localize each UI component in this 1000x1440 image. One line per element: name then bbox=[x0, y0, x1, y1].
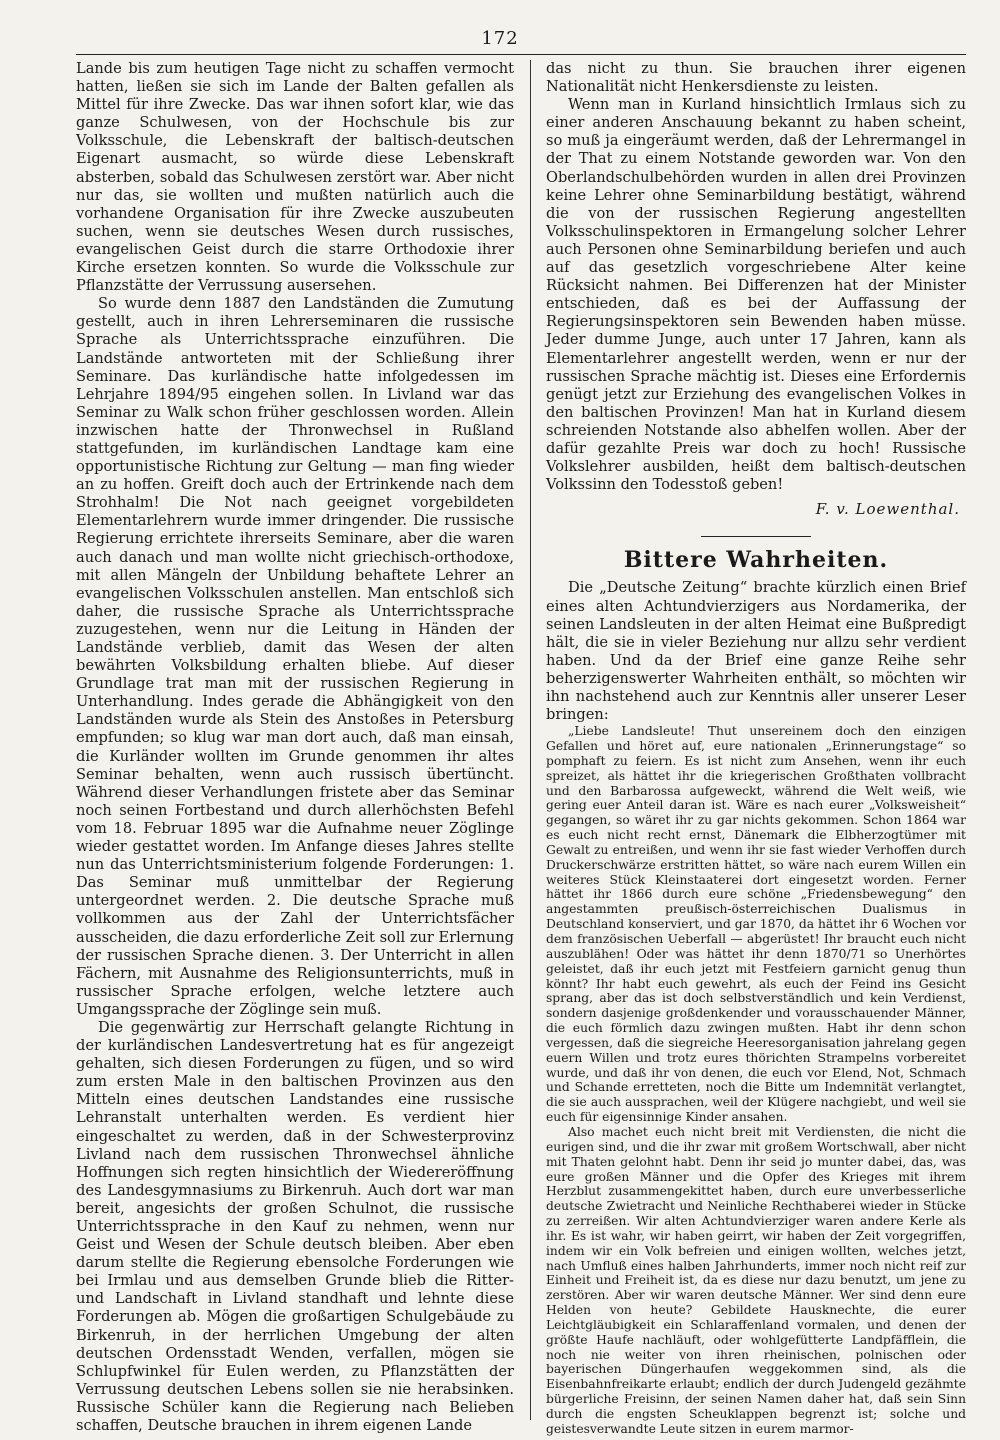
letter-quote bbox=[546, 724, 966, 1437]
paragraph: das nicht zu thun. Sie brauchen ihrer eigenen Nationalität nicht Henkersdienste zu leisten. bbox=[546, 60, 966, 96]
right-column bbox=[546, 60, 966, 1436]
paragraph: Wenn man in Kurland hinsichtlich Irmlaus sich zu einer anderen Anschauung bekannt zu haben scheint, so muß ja eingeräumt werden, daß der Lehrermangel in der That zu einem Notstande geworden war. Von den Oberlandschulbehörden wurden in allen drei Provinzen keine Lehrer ohne Seminarbildung bestätigt, während die von der russischen Regierung angestellten Volksschulinspektoren in Ermangelung solcher Lehrer auch Personen ohne Seminarbildung beriefen und auch auf das gesetzlich vorgeschriebene Alter keine Rücksicht nahmen. Bei Differenzen hat der Minister entschieden, daß es bei der Auffassung der Regierungsinspektoren sein Bewenden haben müsse. Jeder dumme Junge, auch unter 17 Jahren, kann als Elementarlehrer angestellt werden, wenn er nur der russischen Sprache mächtig ist. Dieses eine Erfordernis genügt jetzt zur Erziehung des evangelischen Volkes in den baltischen Provinzen! Man hat in Kurland diesem schreienden Notstande also abhelfen wollen. Aber der dafür gezahlte Preis war doch zu hoch! Russische Volkslehrer ausbilden, heißt dem baltisch-deutschen Volkssinn den Todesstoß geben! bbox=[546, 96, 966, 494]
article-intro: Die „Deutsche Zeitung“ brachte kürzlich einen Brief eines alten Achtundvierzigers aus Nordamerika, der seinen Landsleuten in der alten Heimat eine Bußpredigt hält, die sie in vieler Beziehung nur allzu sehr verdient haben. Und da der Brief eine ganze Reihe sehr beherzigenswerter Wahrheiten enthält, so möchten wir ihn nachstehend auch zur Kenntnis aller unserer Leser bringen: bbox=[546, 579, 966, 724]
paragraph: Lande bis zum heutigen Tage nicht zu schaffen vermocht hatten, ließen sie sich im Lande der Balten gefallen als Mittel für ihre Zwecke. Das war ihnen sofort klar, wie das ganze Schulwesen, von der Hochschule bis zur Volksschule, die Lebenskraft der baltisch-deutschen Eigenart ausmacht, so würde diese Lebenskraft absterben, sobald das Schulwesen zerstört war. Aber nicht nur das, sie wollten und mußten natürlich auch die vorhandene Organisation für ihre Zwecke auszubeuten suchen, wenn sie deutsches Wesen durch russisches, evangelischen Geist durch die starre Orthodoxie ihrer Kirche ersetzen konnten. So wurde die Volksschule zur Pflanzstätte der Verrussung ausersehen. bbox=[76, 60, 514, 295]
letter-paragraph: Also machet euch nicht breit mit Verdiensten, die nicht die eurigen sind, und die ihr zwar mit großem Wortschwall, aber nicht mit Thaten gelohnt habt. Denn ihr seid jo munter dabei, das, was eure großen Männer und die Opfer des Krieges mit ihrem Herzblut zusammengekittet haben, durch eure unverbesserliche deutsche Zwietracht und Neinliche Rechthaberei wieder in Stücke zu zerreißen. Wir alten Achtundvierziger waren andere Kerle als ihr. Es ist wahr, wir haben geirrt, wir haben der Zeit vorgegriffen, indem wir ein Volk befreien und einigen wollten, welches jetzt, nach Umfluß eines halben Jahrhunderts, immer noch nicht reif zur Einheit und Freiheit ist, da es diese nur dazu benutzt, um jene zu zerstören. Aber wir waren deutsche Männer. Wer sind denn eure Helden von heute? Gebildete Hausknechte, die eurer Leichtgläubigkeit ein Schlaraffenland vormalen, und denen der größte Haufe nachläuft, oder wohlgefütterte Landpfäfflein, die noch nie weiter von ihren rheinischen, polnischen oder bayerischen Düngerhaufen weggekommen sind, als die Eisenbahnfreikarte erlaubt; endlich der durch Judengeld gezähmte bürgerliche Freisinn, der seinen Namen daher hat, daß sein Sinn durch die engsten Scheuklappen begrenzt ist; solche und geistesverwandte Leute sitzen in eurem marmor- bbox=[546, 1124, 966, 1436]
article-title: Bittere Wahrheiten. bbox=[623, 547, 889, 574]
paragraph: Die gegenwärtig zur Herrschaft gelangte Richtung in der kurländischen Landesvertretung hat es für angezeigt gehalten, sich diesen Forderungen zu fügen, und so wird zum ersten Male in den baltischen Provinzen aus den Mitteln eines deutschen Landstandes eine russische Lehranstalt unterhalten werden. Es verdient hier eingeschaltet zu werden, daß in der Schwesterprovinz Livland nach dem russischen Thronwechsel ähnliche Hoffnungen sich regten hinsichtlich der Wiedereröffnung des Landesgymnasiums zu Birkenruh. Auch dort war man bereit, angesichts der großen Schulnot, die russische Unterrichtssprache in den Kauf zu nehmen, wenn nur Geist und Wesen der Schule deutsch bleiben. Aber eben darum stellte die Regierung ebensolche Forderungen wie bei Irmlau und aus demselben Grunde blieb die Ritter- und Landschaft in Livland standhaft und lehnte diese Forderungen ab. Mögen die großartigen Schulgebäude zu Birkenruh, in der herrlichen Umgebung der alten deutschen Ordensstadt Wenden, verfallen, mögen sie Schlupfwinkel für Eulen werden, zu Pflanzstätten der Verrussung deutschen Lebens sollen sie nie herabsinken. Russische Schüler kann die Regierung nach Belieben schaffen, Deutsche brauchen in ihrem eigenen Lande bbox=[76, 1018, 514, 1435]
paragraph: So wurde denn 1887 den Landständen die Zumutung gestellt, auch in ihren Lehrerseminaren die russische Sprache als Unterrichtssprache einzuführen. Die Landstände antworteten mit der Schließung ihrer Seminare. Das kurländische hatte infolgedessen im Lehrjahre 1894/95 eingehen sollen. In Livland war das Seminar zu Walk schon früher geschlossen worden. Allein inzwischen hatte der Thronwechsel in Rußland stattgefunden, im kurländischen Landtage kam eine opportunistische Richtung zur Geltung — man fing wieder an zu hoffen. Greift doch auch der Ertrinkende nach dem Strohhalm! Die Not nach geeignet vorgebildeten Elementarlehrern wurde immer dringender. Die russische Regierung errichtete ihrerseits Seminare, aber die waren auch danach und man wollte nicht griechisch-orthodoxe, mit allen Mängeln der Unbildung behaftete Lehrer an evangelischen Volksschulen anstellen. Man entschloß sich daher, die russische Sprache als Unterrichtssprache zuzugestehen, wenn nur die Leitung in Händen der Landstände verblieb, damit das Wesen der alten bewährten Volksbildung erhalten bliebe. Auf dieser Grundlage trat man mit der russischen Regierung in Unterhandlung. Indes gerade die Abhängigkeit von den Landständen wurde als Stein des Anstoßes in Petersburg empfunden; so klug war man dort auch, daß man einsah, die Kurländer wollten im Grunde genommen ihr altes Seminar behalten, wenn auch russisch übertüncht. Während dieser Verhandlungen fristete aber das Seminar noch seinen Fortbestand und durch allerhöchsten Befehl vom 18. Februar 1895 war die Aufnahme neuer Zöglinge wieder gestattet worden. Im Anfange dieses Jahres stellte nun das Unterrichtsministerium folgende Forderungen: 1. Das Seminar muß unmittelbar der Regierung untergeordnet werden. 2. Die deutsche Sprache muß vollkommen aus der Zahl der Unterrichtsfächer ausscheiden, die dazu erforderliche Zeit soll zur Erlernung der russischen Sprache dienen. 3. Der Unterricht in allen Fächern, mit Ausnahme des Religionsunterrichts, muß in russischer Sprache erfolgen, welche letztere auch Umgangssprache der Zöglinge sein muß. bbox=[76, 295, 514, 1018]
author-signature: F. v. Loewenthal. bbox=[815, 500, 960, 519]
page-number: 172 bbox=[481, 28, 519, 49]
column-divider bbox=[530, 60, 531, 1420]
left-column bbox=[76, 60, 514, 1435]
header-rule bbox=[76, 54, 966, 55]
letter-paragraph: „Liebe Landsleute! Thut unsereinem doch den einzigen Gefallen und höret auf, eure nationalen „Erinnerungstage“ so pomphaft zu feiern. Es ist nicht zum Ansehen, wenn ihr euch spreizet, als hättet ihr die kriegerischen Großthaten vollbracht und den Barbarossa aufgeweckt, während die Welt weiß, wie gering euer Anteil daran ist. Wäre es nach eurer „Volksweisheit“ gegangen, so wäret ihr zu gar nichts gekommen. Schon 1864 war es euch nicht recht ernst, Dänemark die Elbherzogtümer mit Gewalt zu entreißen, und wenn ihr sie fast wieder Verhoffen durch Druckerschwärze erstritten hättet, so wäre nach eurem Willen ein weiteres Stück Kleinstaaterei dort eingesetzt worden. Ferner hättet ihr 1866 durch eure schöne „Friedensbewegung“ den angestammten preußisch-österreichischen Dualismus in Deutschland konserviert, und gar 1870, da hättet ihr 6 Wochen vor dem französischen Ueberfall — abgerüstet! Ihr braucht euch nicht auszublähen! Oder was hättet ihr denn 1870/71 so Unerhörtes geleistet, daß ihr euch jetzt mit Festfeiern garnicht genug thun könnt? Ihr habt euch gewehrt, als euch der Feind ins Gesicht sprang, aber das ist doch selbstverständlich und kein Verdienst, sondern dasjenige großdenkender und vorausschauender Männer, die euch förmlich dazu zwingen mußten. Habt ihr denn schon vergessen, daß die siegreiche Heeresorganisation jahrelang gegen euern Willen und trotz eures thörichten Strampelns vorbereitet wurde, und daß ihr von denen, die euch vor Elend, Not, Schmach und Schande erretteten, noch die Bitte um Indemnität verlangtet, die sie auch aussprachen, weil der Klügere nachgiebt, und weil sie euch für eigensinnige Kinder ansahen. bbox=[546, 724, 966, 1125]
section-divider bbox=[701, 536, 811, 537]
